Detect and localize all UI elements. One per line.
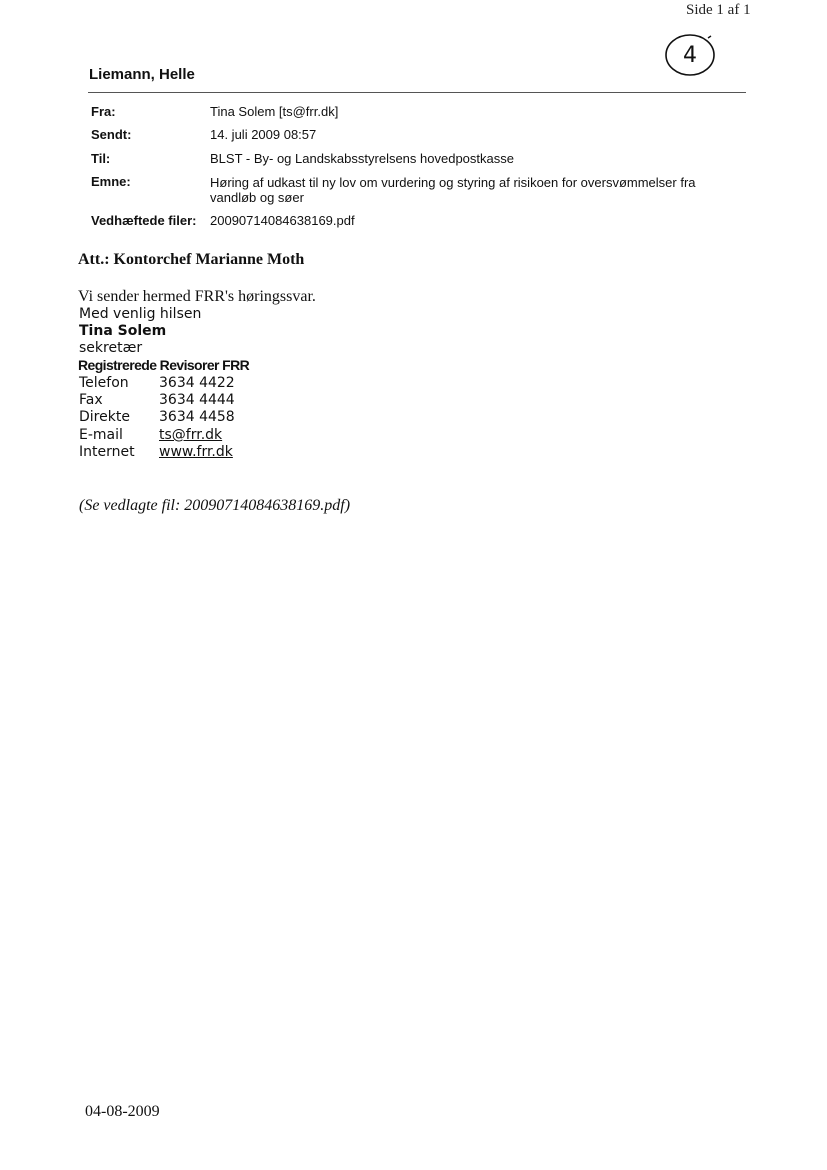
- phone-label: Telefon: [79, 375, 129, 391]
- to-label: Til:: [91, 151, 111, 166]
- subject-label: Emne:: [91, 174, 131, 189]
- phone-value: 3634 4422: [159, 375, 235, 391]
- company-name: Registrerede Revisorer FRR: [78, 357, 250, 373]
- fax-value: 3634 4444: [159, 392, 235, 408]
- to-value: BLST - By- og Landskabsstyrelsens hovedpostkasse: [210, 151, 514, 166]
- website-link[interactable]: www.frr.dk: [159, 444, 233, 460]
- mailbox-owner-name: Liemann, Helle: [89, 66, 195, 83]
- signer-name: Tina Solem: [79, 323, 167, 339]
- attachments-value[interactable]: 20090714084638169.pdf: [210, 213, 355, 228]
- page-number: Side 1 af 1: [686, 2, 751, 18]
- signer-title: sekretær: [79, 340, 143, 356]
- direct-value: 3634 4458: [159, 409, 235, 425]
- sent-value: 14. juli 2009 08:57: [210, 127, 317, 142]
- email-link[interactable]: ts@frr.dk: [159, 427, 223, 443]
- internet-label: Internet: [79, 444, 135, 460]
- greeting: Med venlig hilsen: [79, 306, 202, 322]
- subject-value: Høring af udkast til ny lov om vurdering og styring af risikoen for oversvømmelser fra vandløb og søer: [210, 175, 696, 205]
- stamp-number: 4: [683, 43, 697, 68]
- from-value: Tina Solem [ts@frr.dk]: [210, 104, 339, 119]
- sent-label: Sendt:: [91, 127, 132, 142]
- attachment-note: (Se vedlagte fil: 20090714084638169.pdf): [79, 497, 351, 514]
- handwritten-page-stamp: [664, 32, 716, 78]
- email-label: E-mail: [79, 427, 123, 443]
- fax-label: Fax: [79, 392, 103, 408]
- header-divider: [88, 92, 746, 93]
- footer-date: 04-08-2009: [85, 1103, 160, 1120]
- attention-line: Att.: Kontorchef Marianne Moth: [78, 251, 305, 268]
- direct-label: Direkte: [79, 409, 130, 425]
- from-label: Fra:: [91, 104, 116, 119]
- intro-sentence: Vi sender hermed FRR's høringssvar.: [78, 288, 316, 305]
- attachments-label: Vedhæftede filer:: [91, 213, 197, 228]
